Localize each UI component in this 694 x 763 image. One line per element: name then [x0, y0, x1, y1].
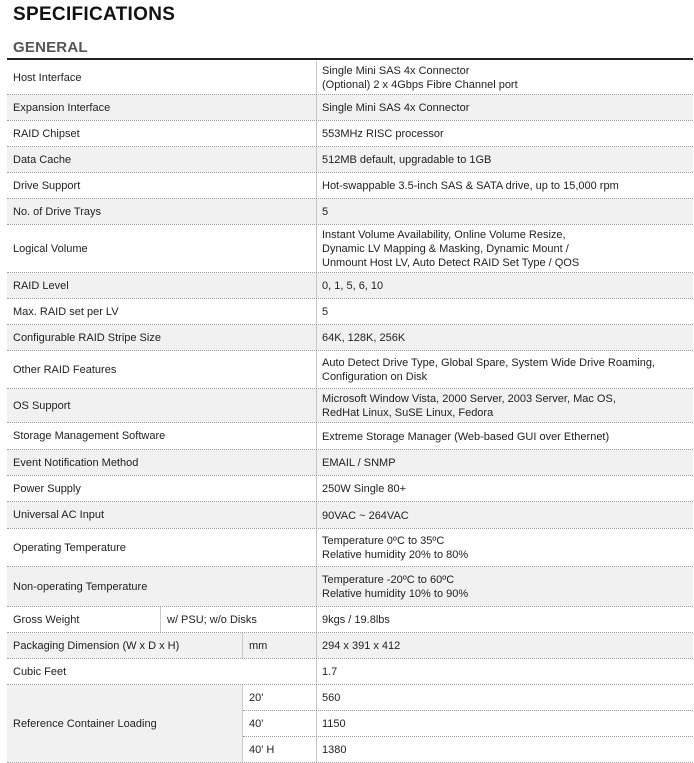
row-value: 5 — [317, 199, 693, 224]
row-qualifier: w/ PSU; w/o Disks — [161, 607, 317, 632]
container-size: 40' H — [243, 737, 317, 762]
row-value: 553MHz RISC processor — [322, 128, 444, 140]
row-label: Host Interface — [7, 61, 317, 94]
row-unit: mm — [243, 633, 317, 658]
table-row — [7, 121, 693, 147]
row-value: 294 x 391 x 412 — [317, 633, 693, 658]
row-value: 5 — [322, 306, 329, 318]
row-value — [317, 389, 693, 422]
row-label: Expansion Interface — [7, 95, 317, 120]
table-row — [7, 225, 693, 273]
row-label: Universal AC Input — [7, 502, 317, 528]
row-label: Reference Container Loading — [7, 685, 243, 762]
value-line: Temperature 0ºC to 35ºC — [322, 535, 445, 547]
row-value: 64K, 128K, 256K — [317, 325, 693, 350]
table-row — [7, 61, 693, 95]
table-row — [7, 659, 693, 685]
container-value: 560 — [322, 691, 341, 704]
value-line: Configuration on Disk — [322, 371, 428, 383]
table-row — [7, 450, 693, 476]
row-label: No. of Drive Trays — [7, 199, 317, 224]
row-label: Max. RAID set per LV — [7, 299, 317, 324]
row-label: Packaging Dimension (W x D x H) — [7, 633, 243, 658]
value-line: RedHat Linux, SuSE Linux, Fedora — [322, 407, 494, 419]
row-value: EMAIL / SNMP — [317, 450, 693, 475]
row-value — [317, 567, 693, 606]
row-label: Cubic Feet — [7, 659, 317, 684]
row-value: 0, 1, 5, 6, 10 — [317, 273, 693, 298]
value-line: Temperature -20ºC to 60ºC — [322, 574, 455, 586]
value-line: Relative humidity 20% to 80% — [322, 549, 469, 561]
table-row — [7, 147, 693, 173]
container-value: 1380 — [322, 743, 347, 756]
table-top-rule — [7, 58, 693, 60]
value-line: Instant Volume Availability, Online Volume Resize, — [322, 229, 566, 241]
value-line: Dynamic LV Mapping & Masking, Dynamic Mount / — [322, 243, 569, 255]
value-line: Relative humidity 10% to 90% — [322, 588, 469, 600]
table-row — [7, 351, 693, 389]
row-label: Non-operating Temperature — [7, 567, 317, 606]
table-row — [7, 199, 693, 225]
table-row — [7, 502, 693, 529]
container-value: 1150 — [322, 717, 346, 730]
table-row — [7, 389, 693, 423]
table-row — [7, 273, 693, 299]
row-label: Configurable RAID Stripe Size — [7, 325, 317, 350]
row-value — [317, 225, 693, 272]
table-row — [7, 567, 693, 607]
table-row — [7, 633, 693, 659]
table-row — [7, 476, 693, 502]
row-label: RAID Chipset — [7, 121, 317, 146]
row-value: Hot-swappable 3.5-inch SAS & SATA drive, up to 15,000 rpm — [322, 180, 619, 192]
row-label: Gross Weight — [7, 607, 161, 632]
row-value: 9kgs / 19.8lbs — [322, 614, 390, 626]
row-value: 250W Single 80+ — [322, 483, 407, 495]
container-row — [243, 736, 693, 762]
table-row — [7, 325, 693, 351]
container-size: 40' — [243, 711, 317, 736]
row-value: Extreme Storage Manager (Web-based GUI over Ethernet) — [322, 430, 610, 443]
value-line: (Optional) 2 x 4Gbps Fibre Channel port — [322, 79, 518, 91]
row-label: Logical Volume — [7, 225, 317, 272]
container-row — [243, 710, 693, 736]
row-label: Event Notification Method — [7, 450, 317, 475]
row-value: 512MB default, upgradable to 1GB — [317, 147, 693, 172]
page-title: SPECIFICATIONS — [13, 4, 176, 25]
row-label: Other RAID Features — [7, 351, 317, 388]
value-line: Microsoft Window Vista, 2000 Server, 2003 Server, Mac OS, — [322, 393, 616, 405]
row-label: Storage Management Software — [7, 423, 317, 449]
row-label: Operating Temperature — [7, 529, 317, 566]
table-row — [7, 607, 693, 633]
row-label: OS Support — [7, 389, 317, 422]
row-value — [317, 529, 693, 566]
section-heading: GENERAL — [13, 39, 88, 56]
container-size: 20' — [243, 685, 317, 710]
container-row — [243, 685, 693, 710]
specifications-table — [7, 61, 693, 763]
table-row — [7, 423, 693, 450]
row-value: 90VAC ~ 264VAC — [317, 502, 693, 528]
table-row — [7, 299, 693, 325]
row-value — [317, 61, 693, 94]
container-loading-group — [7, 685, 693, 763]
row-value: 1.7 — [322, 666, 338, 678]
container-loading-values — [243, 685, 693, 762]
row-label: RAID Level — [7, 273, 317, 298]
row-value — [317, 351, 693, 388]
row-label: Data Cache — [7, 147, 317, 172]
value-line: Single Mini SAS 4x Connector — [322, 65, 470, 77]
table-row — [7, 173, 693, 199]
row-label: Power Supply — [7, 476, 317, 501]
row-value: Single Mini SAS 4x Connector — [317, 95, 693, 120]
value-line: Unmount Host LV, Auto Detect RAID Set Type / QOS — [322, 257, 580, 269]
value-line: Auto Detect Drive Type, Global Spare, System Wide Drive Roaming, — [322, 357, 655, 369]
table-row — [7, 95, 693, 121]
table-row — [7, 529, 693, 567]
row-label: Drive Support — [7, 173, 317, 198]
